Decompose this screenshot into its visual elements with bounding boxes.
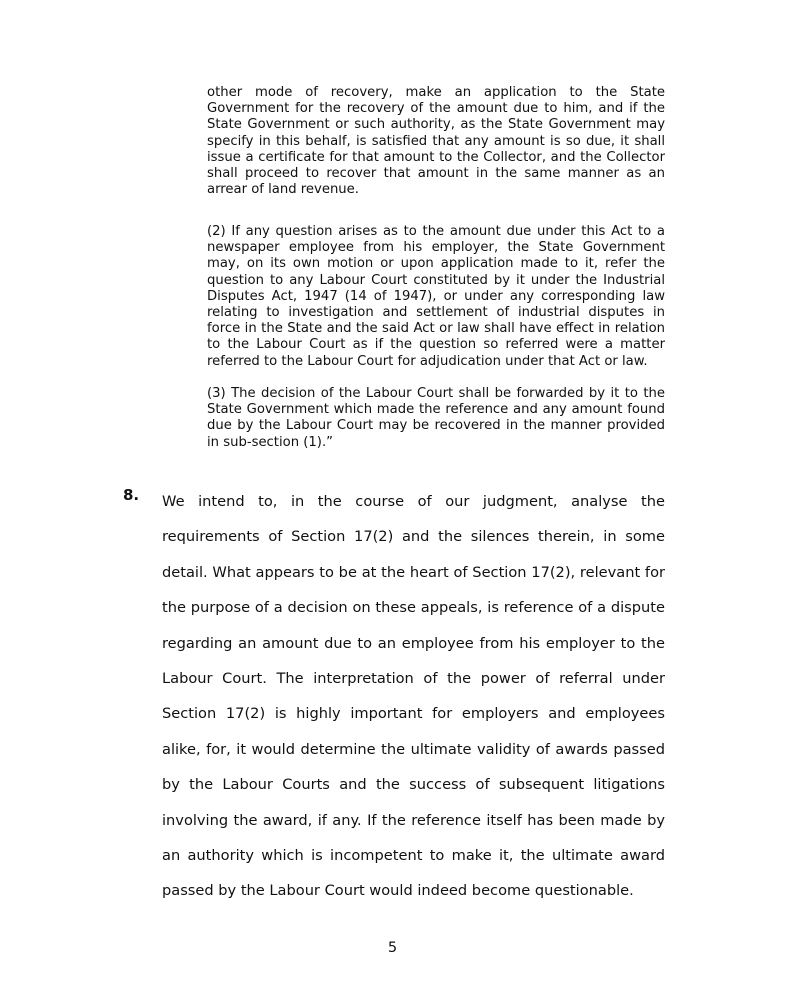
quoted-statute-paragraph-1: other mode of recovery, make an application to the State Government for the recovery of the amount due to him, and if the State Government or such authority, as the State Government may specify in this behalf, is satisfied that any amount is so due, it shall issue a certificate for that amount to the Collector, and the Collector shall proceed to recover that amount in the same manner as an arrear of land revenue.	[207, 85, 665, 198]
paragraph-number: 8.	[123, 486, 140, 504]
judgment-paragraph: We intend to, in the course of our judgment, analyse the requirements of Section 17(2) and the silences therein, in some detail. What appears to be at the heart of Section 17(2), relevant for the purpose of a decision on these appeals, is reference of a dispute regarding an amount due to an employee from his employer to the Labour Court. The interpretation of the power of referral under Section 17(2) is highly important for employers and employees alike, for, it would determine the ultimate validity of awards passed by the Labour Courts and the success of subsequent litigations involving the award, if any. If the reference itself has been made by an authority which is incompetent to make it, the ultimate award passed by the Labour Court would indeed become questionable.	[162, 493, 665, 900]
quoted-statute-paragraph-2: (2) If any question arises as to the amount due under this Act to a newspaper employee from his employer, the State Government may, on its own motion or upon application made to it, refer the question to any Labour Court constituted by it under the Industrial Disputes Act, 1947 (14 of 1947), or under any corresponding law relating to investigation and settlement of industrial disputes in force in the State and the said Act or law shall have effect in relation to the Labour Court as if the question so referred were a matter referred to the Labour Court for adjudication under that Act or law.	[207, 224, 665, 369]
page-number: 5	[387, 939, 398, 956]
quoted-statute-paragraph-3: (3) The decision of the Labour Court shall be forwarded by it to the State Government which made the reference and any amount found due by the Labour Court may be recovered in the manner provided in sub-section (1).”	[207, 386, 665, 450]
